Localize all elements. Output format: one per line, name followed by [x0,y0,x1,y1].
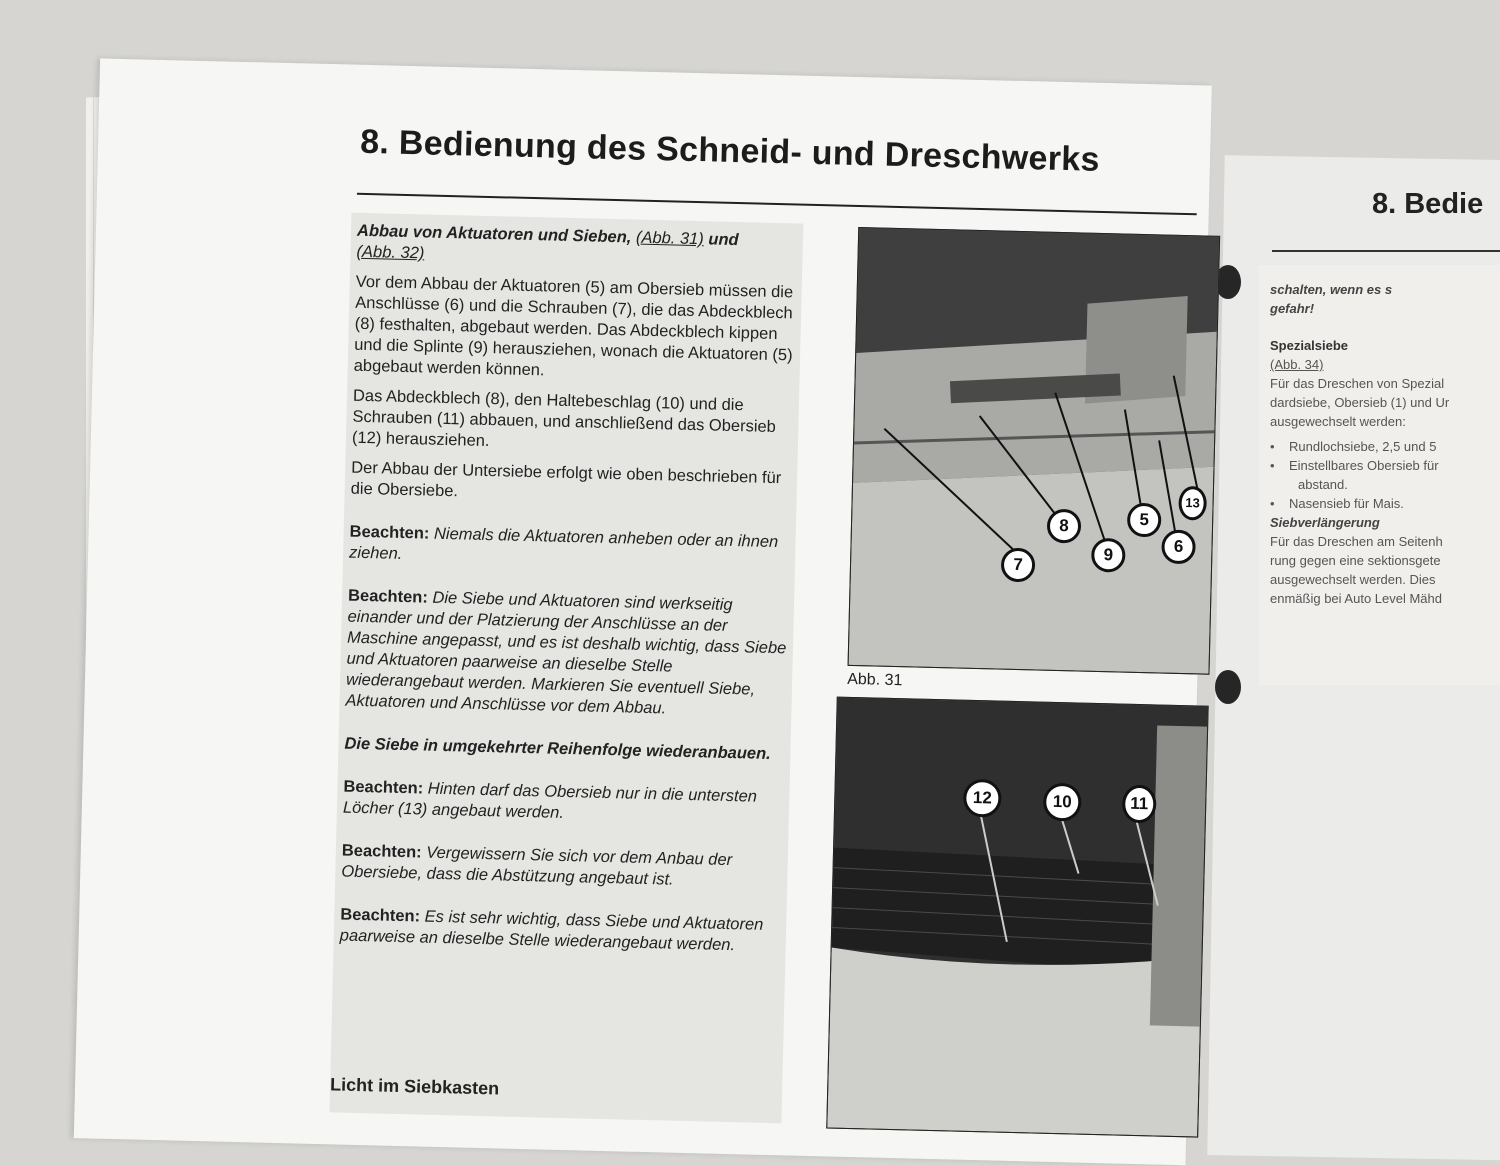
section-heading: Licht im Siebkasten [329,1074,500,1099]
page-title: 8. Bedienung des Schneid- und Dreschwerks [359,122,1101,179]
callout-5: 5 [1127,503,1162,538]
bullet-item: • Einstellbares Obersieb für [1270,458,1439,473]
callout-6: 6 [1161,529,1196,564]
callout-13: 13 [1178,486,1207,521]
body-line: Für das Dreschen am Seitenh [1270,534,1443,549]
body-line: ausgewechselt werden: [1270,414,1406,429]
link-abb34[interactable]: (Abb. 34) [1270,357,1324,372]
body-line: Für das Dreschen von Spezial [1270,376,1445,391]
paragraph: Das Abdeckblech (8), den Haltebeschlag (10) und die Schrauben (11) abbauen, und anschließend das Obersieb (12) herausziehen. [351,386,777,451]
callout-9: 9 [1091,538,1126,573]
body-line: dardsiebe, Obersieb (1) und Ur [1270,395,1450,410]
paragraph: Der Abbau der Untersiebe erfolgt wie oben beschrieben für die Obersiebe. [350,458,782,501]
figure-abb31-caption: Abb. 31 [847,670,903,690]
text-column [329,213,803,1124]
warning-line-1: schalten, wenn es s [1270,282,1393,297]
callout-7: 7 [1001,548,1036,583]
note: Beachten: Vergewissern Sie sich vor dem Anbau der Obersiebe, dass die Abstützung angebaut ist. [341,841,733,889]
heading-spezialsiebe: Spezialsiebe [1270,338,1349,353]
body-line: ausgewechselt werden. Dies [1270,572,1436,587]
figure-abb31-drawing [849,228,1220,674]
link-abb31[interactable]: (Abb. 31) [635,228,705,249]
figure-abb32-photo [826,697,1208,1138]
warning-line-2: gefahr! [1270,301,1315,316]
right-page-rule [1272,250,1500,252]
figure-abb31-photo [848,227,1221,675]
bullet-item: • Nasensieb für Mais. [1270,496,1404,511]
right-page-title: 8. Bedie [1372,188,1484,220]
subheading-siebverlaengerung: Siebverlängerung [1270,515,1380,530]
subheading: Abbau von Aktuatoren und Sieben, (Abb. 31) und (Abb. 32) [356,221,739,263]
note: Beachten: Hinten darf das Obersieb nur in die untersten Löcher (13) angebaut werden. [342,777,758,822]
callout-10: 10 [1043,783,1082,822]
note: Beachten: Die Siebe und Aktuatoren sind werkseitig einander und der Platzierung der Anschlüsse an der Maschine angepasst, und es ist deshalb wichtig, dass Siebe und Aktuatoren paarweise an dieselbe Stelle wiederangebaut werden. Markieren Sie eventuell Siebe, Aktuatoren und Anschlüsse vor dem Abbau. [345,586,787,718]
link-abb32[interactable]: (Abb. 32) [356,242,425,263]
paragraph: Vor dem Abbau der Aktuatoren (5) am Obersieb müssen die Anschlüsse (6) und die Schrauben (7), die das Abdeckblech (8) festhalten, abgebaut werden. Das Abdeckblech kippen und die Splinte (9) herausziehen, wonach die Aktuatoren (5) abgebaut werden können. [353,272,794,380]
bullet-item: • Rundlochsiebe, 2,5 und 5 [1270,439,1437,454]
note: Beachten: Niemals die Aktuatoren anheben oder an ihnen ziehen. [348,522,779,563]
manual-page [74,58,1212,1165]
note: Beachten: Es ist sehr wichtig, dass Siebe und Aktuatoren paarweise an dieselbe Stelle wiederangebaut werden. [339,905,764,955]
title-rule [357,193,1197,216]
body-line: enmäßig bei Auto Level Mähd [1270,591,1442,606]
callout-8: 8 [1047,509,1082,544]
bullet-continuation: abstand. [1298,477,1348,492]
callout-11: 11 [1122,785,1157,824]
body-line: rung gegen eine sektionsgete [1270,553,1441,568]
binder-hole [1215,670,1241,704]
figure-abb32-drawing [827,698,1207,1137]
callout-12: 12 [963,779,1002,818]
bold-statement: Die Siebe in umgekehrter Reihenfolge wiederanbauen. [344,734,771,764]
right-page-text [1270,280,1500,608]
